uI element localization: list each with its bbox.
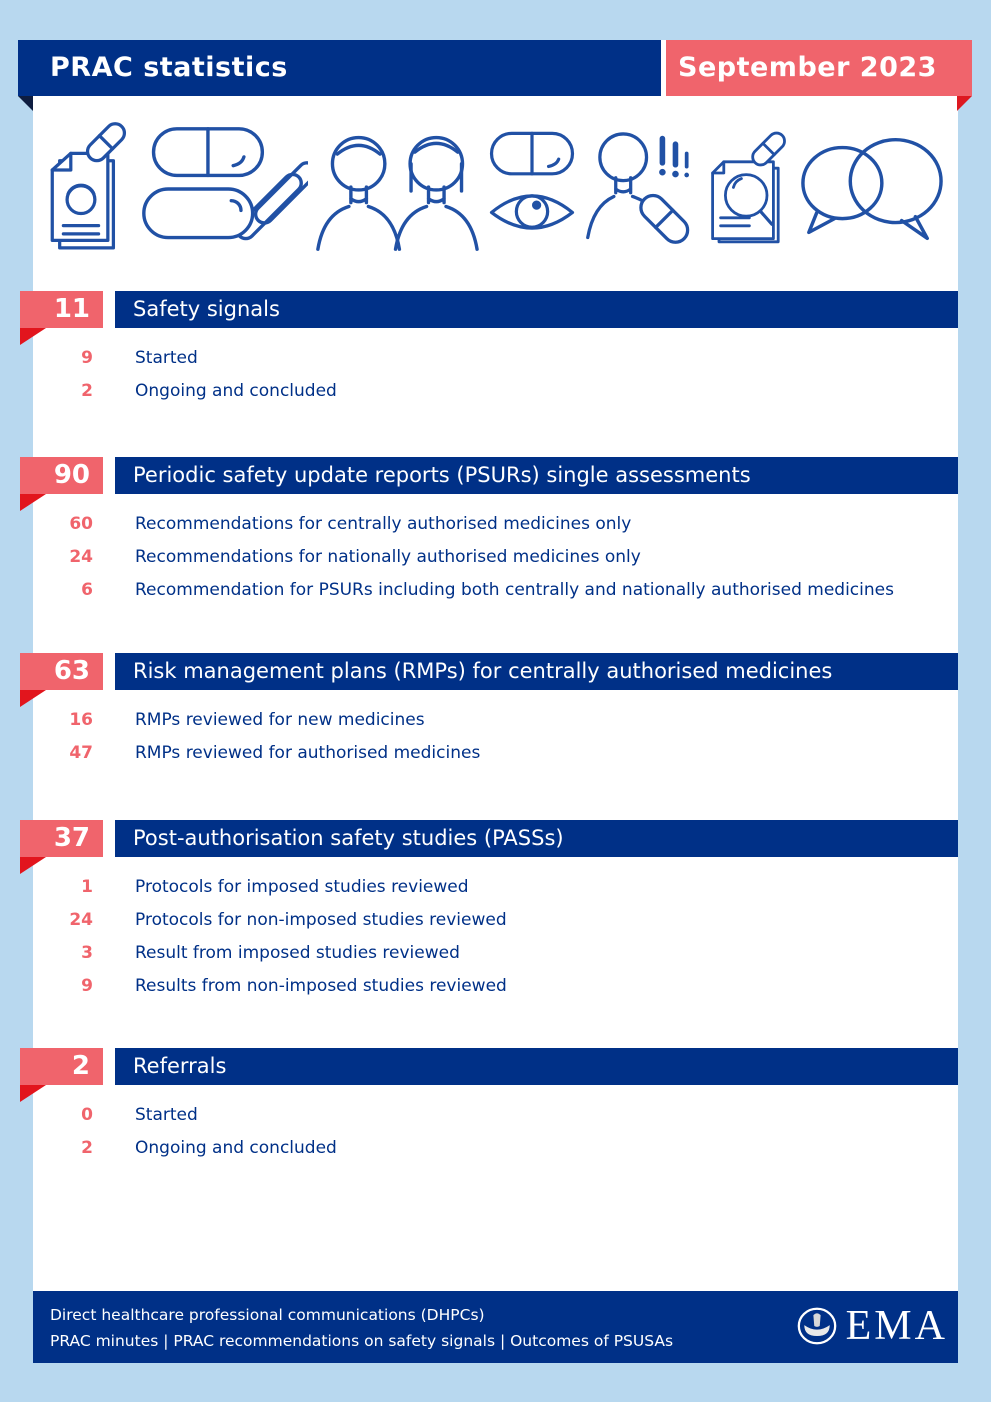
section-total-badge: 2: [20, 1048, 103, 1085]
stat-value: 24: [69, 909, 93, 930]
stat-value: 60: [69, 513, 93, 534]
stat-label: Ongoing and concluded: [135, 1137, 337, 1158]
stat-row: [0, 1131, 958, 1164]
stat-row: [0, 507, 958, 540]
period-label: September 2023: [678, 52, 937, 83]
safety-review-icon: [703, 118, 791, 260]
stat-label: RMPs reviewed for new medicines: [135, 709, 425, 730]
page-title: PRAC statistics: [50, 52, 288, 83]
section-total-badge: 11: [20, 291, 103, 328]
stat-label: Ongoing and concluded: [135, 380, 337, 401]
stat-label: Results from non-imposed studies reviewed: [135, 975, 507, 996]
stat-label: Protocols for imposed studies reviewed: [135, 876, 469, 897]
stat-label: Recommendations for nationally authorised medicines only: [135, 546, 641, 567]
stat-label: Protocols for non-imposed studies reviewed: [135, 909, 507, 930]
stat-value: 0: [81, 1104, 93, 1125]
stat-value: 16: [69, 709, 93, 730]
stat-row: [0, 736, 958, 769]
stat-value: 9: [81, 347, 93, 368]
section-title: Periodic safety update reports (PSURs) single assessments: [115, 457, 958, 494]
stat-label: Result from imposed studies reviewed: [135, 942, 460, 963]
stat-row: [0, 936, 958, 969]
stat-row: [0, 1098, 958, 1131]
banner-fold-right: [957, 96, 972, 111]
stat-value: 24: [69, 546, 93, 567]
section-title: Referrals: [115, 1048, 958, 1085]
section-title: Risk management plans (RMPs) for centrally authorised medicines: [115, 653, 958, 690]
stat-label: Recommendations for centrally authorised medicines only: [135, 513, 632, 534]
stat-value: 1: [81, 876, 93, 897]
stat-label: Recommendation for PSURs including both centrally and nationally authorised medicines: [135, 579, 894, 600]
stat-value: 2: [81, 380, 93, 401]
ema-wordmark: EMA: [845, 1303, 948, 1349]
section-title: Safety signals: [115, 291, 958, 328]
footer-line-dhpc: Direct healthcare professional communications (DHPCs): [50, 1306, 485, 1324]
stat-row: [0, 969, 958, 1002]
stat-row: [0, 703, 958, 736]
section-total-badge: 37: [20, 820, 103, 857]
adverse-reaction-icon: [584, 118, 696, 260]
stat-label: RMPs reviewed for authorised medicines: [135, 742, 481, 763]
stat-value: 2: [81, 1137, 93, 1158]
stat-label: Started: [135, 347, 198, 368]
section-total-badge: 90: [20, 457, 103, 494]
banner-fold-left: [18, 96, 33, 111]
stat-value: 3: [81, 942, 93, 963]
stat-row: [0, 540, 958, 573]
section-title: Post-authorisation safety studies (PASSs): [115, 820, 958, 857]
patient-report-icon: [43, 118, 131, 260]
stat-value: 6: [81, 579, 93, 600]
icon-strip: [43, 116, 945, 262]
stat-value: 47: [69, 742, 93, 763]
footer-line-links: PRAC minutes | PRAC recommendations on safety signals | Outcomes of PSUSAs: [50, 1332, 674, 1350]
ema-emblem-icon: [797, 1306, 837, 1346]
stat-value: 9: [81, 975, 93, 996]
dialogue-icon: [797, 118, 945, 260]
patients-icon: [314, 118, 479, 260]
stat-row: [0, 903, 958, 936]
ema-logo: [797, 1304, 948, 1348]
stat-label: Started: [135, 1104, 198, 1125]
stat-row: [0, 341, 958, 374]
medicine-monitoring-icon: [486, 118, 578, 260]
stat-row: [0, 870, 958, 903]
period-banner: [666, 40, 972, 96]
title-banner: [18, 40, 661, 96]
stat-row: [0, 573, 958, 606]
footer: [33, 1291, 958, 1363]
hand-medicine-icon: [138, 118, 308, 260]
section-total-badge: 63: [20, 653, 103, 690]
stat-row: [0, 374, 958, 407]
